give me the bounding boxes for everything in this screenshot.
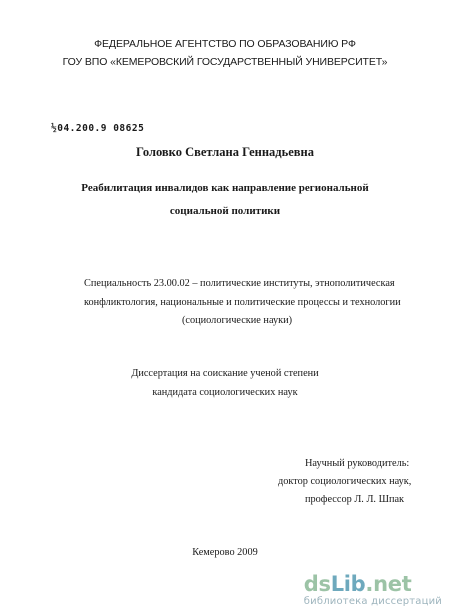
university-header: ГОУ ВПО «КЕМЕРОВСКИЙ ГОСУДАРСТВЕННЫЙ УНИВЕРСИТЕТ» <box>62 56 388 68</box>
supervisor-name: профессор Л. Л. Шпак <box>305 494 405 505</box>
degree-line2: кандидата социологических наук <box>152 387 298 398</box>
place-year: Кемерово 2009 <box>192 547 258 558</box>
supervisor-label: Научный руководитель: <box>305 458 410 469</box>
specialty-line3: (социологические науки) <box>182 315 293 326</box>
author-name: Головко Светлана Геннадьевна <box>136 145 314 159</box>
dissertation-title-line1: Реабилитация инвалидов как направление региональной <box>81 182 369 194</box>
dissertation-title-line2: социальной политики <box>169 205 281 217</box>
agency-header: ФЕДЕРАЛЬНОЕ АГЕНТСТВО ПО ОБРАЗОВАНИЮ РФ <box>94 38 356 50</box>
degree-line1: Диссертация на соискание ученой степени <box>131 368 319 379</box>
manuscript-code: ½04.200.9 08625 <box>51 123 145 134</box>
specialty-line1: Специальность 23.00.02 – политические институты, этнополитическая <box>84 278 395 289</box>
dslib-watermark <box>304 574 442 607</box>
specialty-line2: конфликтология, национальные и политические процессы и технологии <box>84 297 401 308</box>
dslib-logo: dsLib.net <box>303 572 412 596</box>
supervisor-degree: доктор социологических наук, <box>278 476 412 487</box>
dslib-tagline: библиотека диссертаций <box>303 596 442 607</box>
